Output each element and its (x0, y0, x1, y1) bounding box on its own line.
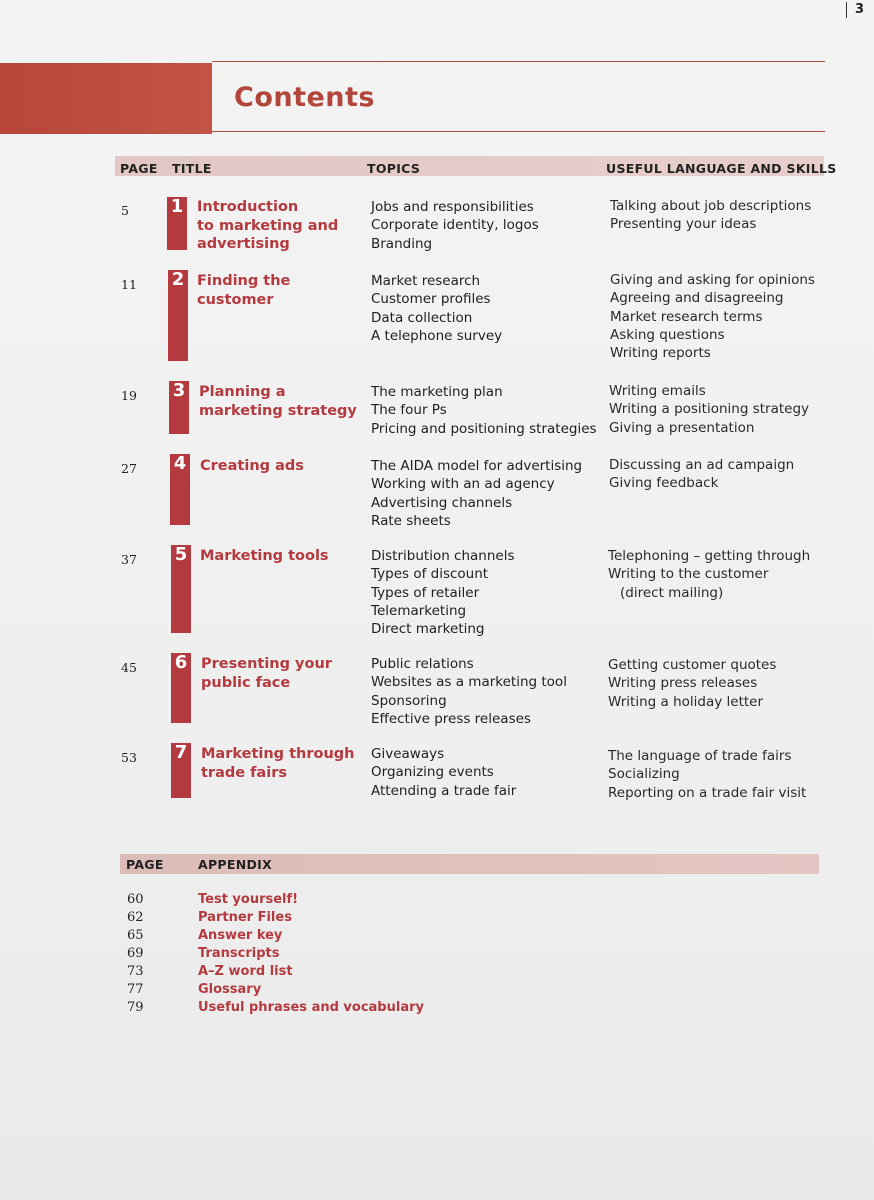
unit-page: 37 (121, 552, 137, 567)
topic-item: Sponsoring (371, 692, 447, 709)
unit-topics (371, 457, 582, 530)
appendix-page: 73 (127, 964, 144, 979)
unit-title-line: customer (197, 291, 274, 308)
topic-item: Jobs and responsibilities (371, 199, 534, 215)
appendix-header-title: APPENDIX (198, 857, 273, 872)
skill-item: Talking about job descriptions (610, 198, 812, 214)
unit-topics (371, 745, 516, 800)
topic-item: Websites as a marketing tool (371, 674, 567, 691)
unit-page: 5 (121, 203, 129, 218)
unit-title[interactable] (200, 457, 304, 476)
unit-number: 4 (173, 453, 187, 474)
topic-item: Market research (371, 273, 481, 289)
appendix-page: 77 (127, 982, 144, 997)
unit-title[interactable] (197, 272, 290, 309)
unit-topics (371, 198, 539, 253)
unit-title-line: Creating ads (200, 458, 304, 474)
skill-item: Writing reports (610, 345, 711, 362)
skill-item: Presenting your ideas (610, 216, 757, 233)
contents-banner (0, 63, 212, 134)
skill-item: Market research terms (610, 308, 763, 325)
unit-skills (610, 271, 815, 362)
unit-page: 27 (121, 461, 137, 476)
topic-item: The AIDA model for advertising (371, 458, 583, 474)
skill-item: Asking questions (610, 326, 725, 343)
page-title: Contents (234, 82, 376, 113)
appendix-title[interactable]: Test yourself! (198, 892, 299, 907)
topic-item: The marketing plan (371, 384, 503, 400)
skill-item: Writing press releases (608, 675, 758, 692)
appendix-title[interactable]: A–Z word list (198, 964, 293, 979)
unit-title-line: Presenting your (201, 656, 332, 672)
skill-item: (direct mailing) (620, 584, 724, 601)
skill-item: Writing a holiday letter (608, 693, 764, 710)
topic-item: Advertising channels (371, 494, 513, 511)
appendix-page: 62 (127, 910, 144, 925)
unit-page: 11 (121, 277, 137, 292)
header-title: TITLE (172, 161, 212, 176)
unit-title[interactable] (199, 383, 357, 420)
unit-title-line: public face (201, 674, 291, 691)
unit-number: 3 (172, 380, 186, 401)
appendix-page: 79 (127, 1000, 144, 1015)
unit-number: 5 (174, 544, 188, 565)
header-page: PAGE (120, 161, 158, 176)
unit-title-line: Introduction (197, 199, 299, 215)
unit-number: 7 (174, 742, 188, 763)
skill-item: Reporting on a trade fair visit (608, 784, 807, 801)
skill-item: Agreeing and disagreeing (610, 290, 784, 307)
unit-topics (371, 547, 515, 638)
unit-title-line: to marketing and (197, 217, 339, 234)
unit-title-line: Finding the (197, 273, 291, 289)
unit-skills (608, 547, 810, 602)
unit-number: 6 (174, 652, 188, 673)
appendix-title[interactable]: Partner Files (198, 910, 292, 925)
topic-item: Branding (371, 235, 433, 252)
unit-title[interactable] (200, 547, 329, 566)
banner-rule-top (212, 61, 825, 62)
topic-item: Rate sheets (371, 512, 451, 529)
skill-item: Getting customer quotes (608, 657, 777, 673)
topic-item: Corporate identity, logos (371, 217, 539, 234)
topic-item: Effective press releases (371, 710, 531, 727)
skill-item: Giving feedback (609, 475, 719, 492)
unit-skills (609, 456, 794, 493)
appendix-header-page: PAGE (126, 857, 164, 872)
unit-skills (610, 197, 811, 234)
appendix-page: 60 (127, 892, 144, 907)
topic-item: Pricing and positioning strategies (371, 420, 597, 437)
topic-item: A telephone survey (371, 327, 503, 344)
unit-title[interactable] (197, 198, 338, 254)
unit-topics (371, 272, 502, 345)
unit-page: 53 (121, 750, 137, 765)
appendix-title[interactable]: Answer key (198, 928, 283, 943)
skill-item: Giving and asking for opinions (610, 272, 815, 288)
unit-title[interactable] (201, 655, 332, 692)
skill-item: Telephoning – getting through (608, 548, 811, 564)
topic-item: Attending a trade fair (371, 782, 517, 799)
topic-item: Data collection (371, 309, 473, 326)
appendix-title[interactable]: Glossary (198, 982, 262, 997)
topic-item: Types of discount (371, 566, 489, 583)
topic-item: Public relations (371, 656, 474, 672)
unit-skills (608, 656, 776, 711)
topic-item: Organizing events (371, 764, 494, 781)
skill-item: Writing to the customer (608, 566, 769, 583)
topic-item: Telemarketing (371, 602, 467, 619)
unit-page: 19 (121, 388, 137, 403)
unit-number: 2 (171, 269, 185, 290)
topic-item: Distribution channels (371, 548, 515, 564)
header-skills: USEFUL LANGUAGE AND SKILLS (606, 161, 837, 176)
appendix-title[interactable]: Useful phrases and vocabulary (198, 1000, 424, 1015)
topic-item: Types of retailer (371, 584, 480, 601)
topic-item: The four Ps (371, 402, 447, 419)
unit-topics (371, 383, 597, 438)
appendix-page: 65 (127, 928, 144, 943)
unit-title[interactable] (201, 745, 355, 782)
unit-title-line: marketing strategy (199, 402, 357, 419)
unit-number: 1 (170, 196, 184, 217)
unit-title-line: Marketing tools (200, 548, 329, 564)
skill-item: Writing a positioning strategy (609, 401, 810, 418)
unit-skills (608, 747, 806, 802)
unit-title-line: trade fairs (201, 764, 287, 781)
appendix-page: 69 (127, 946, 144, 961)
unit-skills (609, 382, 809, 437)
unit-title-line: Planning a (199, 384, 286, 400)
topic-item: Working with an ad agency (371, 476, 555, 493)
unit-page: 45 (121, 660, 137, 675)
skill-item: Writing emails (609, 383, 706, 399)
unit-title-line: Marketing through (201, 746, 355, 762)
topic-item: Customer profiles (371, 291, 491, 308)
topic-item: Direct marketing (371, 621, 485, 638)
skill-item: Discussing an ad campaign (609, 457, 795, 473)
skill-item: Socializing (608, 766, 680, 783)
topic-item: Giveaways (371, 746, 445, 762)
skill-item: The language of trade fairs (608, 748, 792, 764)
appendix-title[interactable]: Transcripts (198, 946, 280, 961)
page-number: 3 (846, 2, 864, 18)
unit-topics (371, 655, 567, 728)
skill-item: Giving a presentation (609, 419, 755, 436)
header-topics: TOPICS (367, 161, 421, 176)
unit-title-line: advertising (197, 236, 290, 252)
banner-rule-bottom (212, 131, 825, 132)
